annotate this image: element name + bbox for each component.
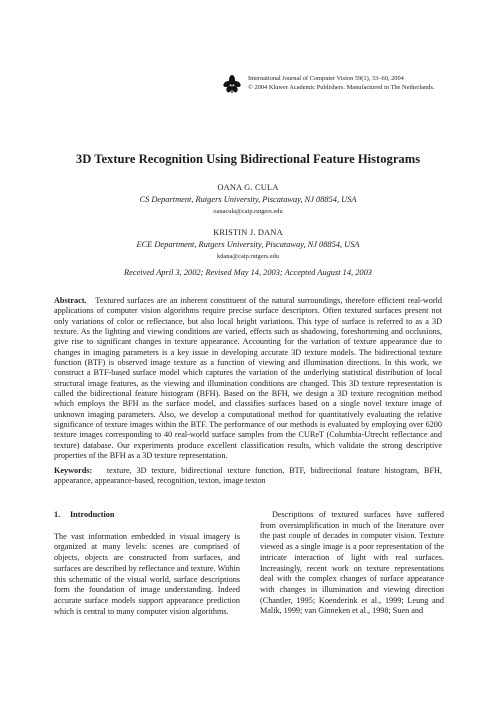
author-affiliation: CS Department, Rutgers University, Piscataway, NJ 08854, USA — [139, 195, 357, 204]
author-name: OANA G. CULA — [217, 183, 279, 192]
paper-title: 3D Texture Recognition Using Bidirectional Feature Histograms — [75, 152, 421, 166]
journal-citation: International Journal of Computer Vision 59(1), 33–60, 2004 — [248, 75, 404, 82]
section-number: 1. — [54, 510, 61, 519]
author-email: oanacula@caip.rutgers.edu — [213, 208, 283, 215]
intro-paragraph: Descriptions of textured surfaces have suffered from oversimplification in much of the literature over the past couple of decades in computer vision. Texture viewed as a single image is a poor representation of the intricate interaction of light with real surfaces. Increasingly, recent work on texture representations deal with the complex changes of surface appearance with changes in illumination and viewing direction (Chantler, 1995; Koenderink et al., 1999; Leung and Malik, 1999; van Ginneken et al., 1998; Suen and — [260, 510, 444, 616]
right-column — [260, 510, 444, 617]
author-name: KRISTIN J. DANA — [213, 228, 283, 237]
keywords-text: texture, 3D texture, bidirectional texture function, BTF, bidirectional feature histogram, BFH, appearance, appearance-based, recognition, texton, image texton — [54, 466, 443, 486]
abstract — [54, 296, 442, 462]
abstract-label: Abstract. — [54, 296, 87, 305]
publisher-logo-icon — [222, 74, 242, 94]
section-heading — [54, 510, 240, 521]
keywords-label: Keywords: — [54, 466, 93, 475]
left-column — [54, 510, 240, 617]
author-affiliation: ECE Department, Rutgers University, Piscataway, NJ 08854, USA — [136, 240, 360, 249]
copyright-line: © 2004 Kluwer Academic Publishers. Manufactured in The Netherlands. — [248, 84, 435, 91]
section-title: Introduction — [70, 510, 115, 519]
publication-dates: Received April 3, 2002; Revised May 14, 2003; Accepted August 14, 2003 — [124, 268, 372, 277]
journal-header — [222, 74, 462, 94]
intro-paragraph: The vast information embedded in visual imagery is organized at many levels: scenes are comprised of objects, objects are constructed from surfaces, and surfaces are described by reflectance and texture. Within this schematic of the visual world, surface descriptions form the foundation of image understanding. Indeed accurate surface models support appearance prediction which is central to many computer vision algorithms. — [54, 531, 240, 616]
author-email: kdana@caip.rutgers.edu — [217, 253, 279, 260]
abstract-text: Textured surfaces are an inherent constituent of the natural surroundings, therefore efficient real-world applications of computer vision algorithms require precise surface descriptors. Often textured surfaces present not only variations of color or reflectance, but also local height variations. This type of surface is referred to as a 3D texture. As the lighting and viewing conditions are varied, effects such as shadowing, foreshortening and occlusions, give rise to significant changes in texture appearance. Accounting for the variation of texture appearance due to changes in imaging parameters is a key issue in developing accurate 3D texture models. The bidirectional texture function (BTF) is observed image texture as a function of viewing and illumination directions. In this work, we construct a BTF-based surface model which captures the variation of the underlying statistical distribution of local structural image features, as the viewing and illumination conditions are changed. This 3D texture representation is called the bidirectional feature histogram (BFH). Based on the BFH, we design a 3D texture recognition method which employs the BFH as the surface model, and classifies surfaces based on a single novel texture image of unknown imaging parameters. Also, we develop a computational method for quantitatively evaluating the relative significance of texture images within the BTF. The performance of our methods is evaluated by employing over 6200 texture images corresponding to 40 real-world surface samples from the CUReT (Columbia-Utrecht reflectance and texture) database. Our experiments produce excellent classification results, which validate the strong descriptive properties of the BFH as a 3D texture representation. — [54, 296, 442, 461]
keywords — [54, 466, 442, 487]
